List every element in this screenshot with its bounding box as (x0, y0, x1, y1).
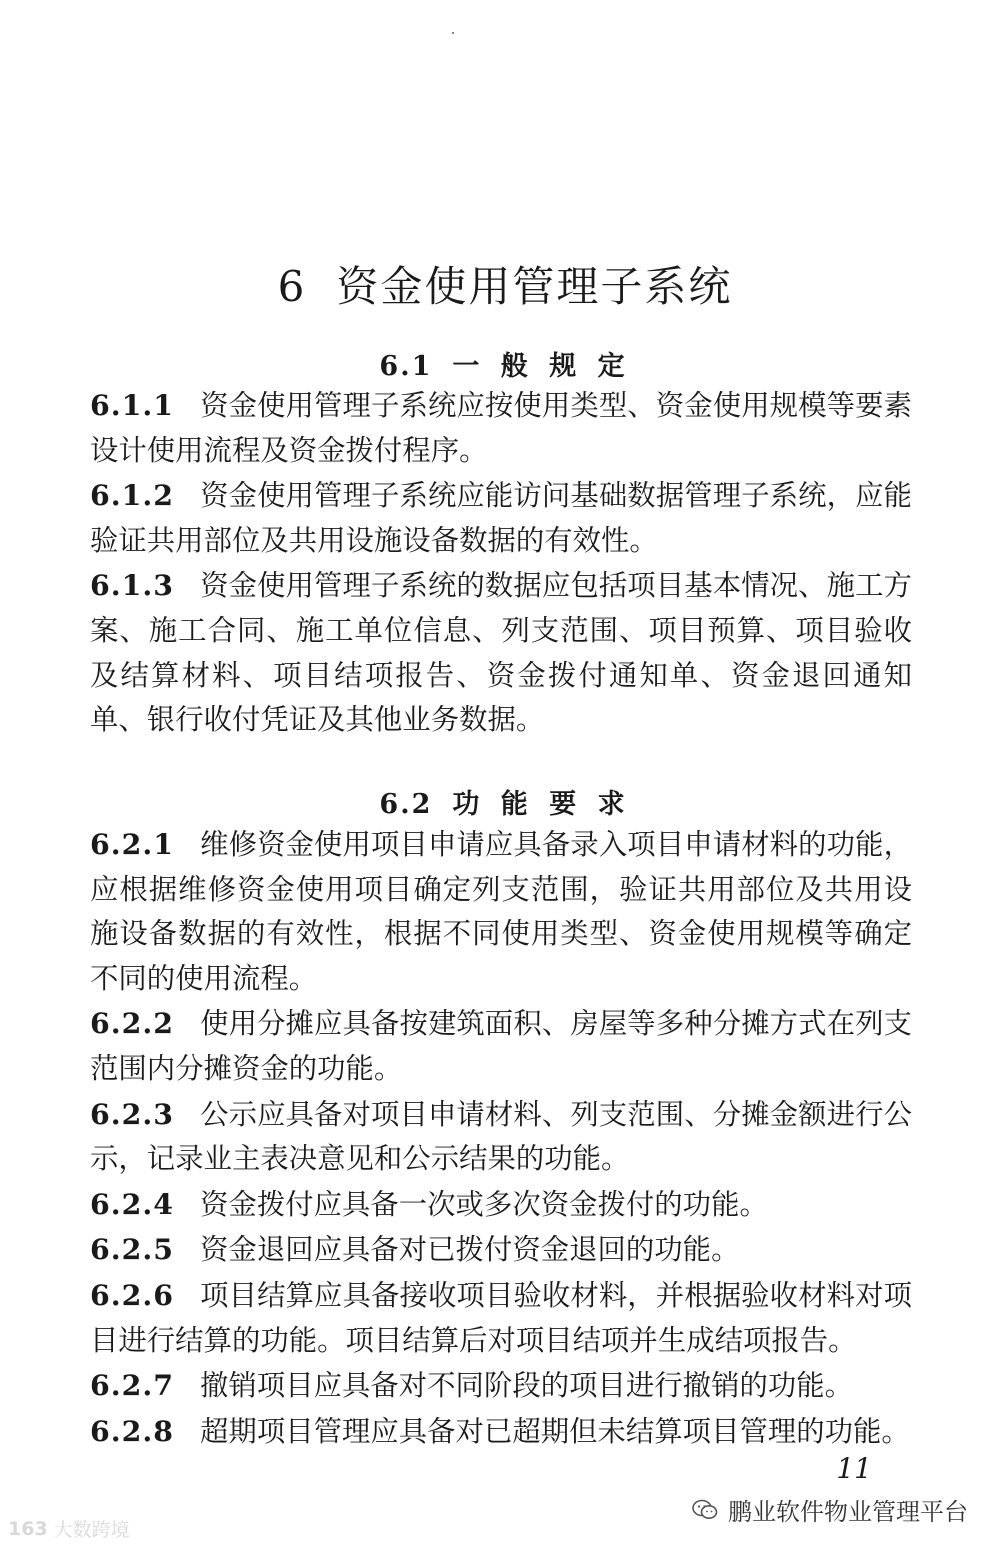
clause-6-1-3 (90, 563, 912, 742)
clause-number: 6.2.8 (90, 1413, 175, 1448)
clause-number: 6.1.3 (90, 568, 175, 603)
section-6-2-clauses (90, 822, 912, 1454)
clause-number: 6.2.5 (90, 1232, 175, 1267)
watermark-logo: 163 (8, 1517, 48, 1540)
chapter-title (0, 254, 998, 314)
clause-text: 项目结算应具备接收项目验收材料，并根据验收材料对项目进行结算的功能。项目结算后对项目结项并生成结项报告。 (90, 1278, 912, 1357)
clause-number: 6.1.2 (90, 478, 175, 513)
clause-text: 资金使用管理子系统的数据应包括项目基本情况、施工方案、施工合同、施工单位信息、列支范围、项目预算、项目验收及结算材料、项目结项报告、资金拨付通知单、资金退回通知单、银行收付凭证及其他业务数据。 (90, 569, 912, 737)
clause-text: 资金使用管理子系统应能访问基础数据管理子系统，应能验证共用部位及共用设施设备数据的有效性。 (90, 479, 912, 557)
clause-6-1-1 (90, 383, 912, 473)
scan-speck (452, 32, 454, 34)
section-title-6-1 (0, 344, 998, 383)
section-number: 6.2 (379, 789, 433, 821)
section-title-text: 功 能 要 求 (452, 789, 631, 821)
clause-6-2-5 (90, 1227, 912, 1273)
section-title-text: 一 般 规 定 (452, 351, 631, 383)
watermark-text: 鹏业软件物业管理平台 (728, 1498, 968, 1526)
section-6-1-clauses (90, 383, 912, 743)
clause-6-2-2 (90, 1001, 912, 1091)
clause-text: 资金拨付应具备一次或多次资金拨付的功能。 (200, 1187, 768, 1221)
chapter-title-text: 资金使用管理子系统 (336, 262, 733, 312)
clause-6-2-7 (90, 1363, 912, 1409)
clause-6-2-8 (90, 1409, 912, 1455)
clause-number: 6.2.2 (90, 1006, 175, 1041)
clause-text: 资金使用管理子系统应按使用类型、资金使用规模等要素设计使用流程及资金拨付程序。 (90, 389, 912, 467)
clause-number: 6.2.7 (90, 1368, 175, 1403)
clause-number: 6.2.4 (90, 1186, 175, 1221)
clause-number: 6.2.3 (90, 1096, 175, 1131)
clause-6-2-6 (90, 1273, 912, 1363)
clause-number: 6.2.6 (90, 1277, 175, 1312)
page-number: 11 (836, 1452, 872, 1485)
clause-number: 6.1.1 (90, 388, 175, 422)
wechat-icon (692, 1499, 718, 1521)
watermark-corner (8, 1515, 130, 1542)
clause-text: 超期项目管理应具备对已超期但未结算项目管理的功能。 (200, 1414, 910, 1448)
chapter-number: 6 (277, 262, 307, 312)
watermark-wechat (692, 1492, 968, 1527)
section-number: 6.1 (379, 351, 433, 383)
clause-text: 维修资金使用项目申请应具备录入项目申请材料的功能，应根据维修资金使用项目确定列支范围，验证共用部位及共用设施设备数据的有效性，根据不同使用类型、资金使用规模等确定不同的使用流程。 (90, 828, 912, 995)
clause-text: 公示应具备对项目申请材料、列支范围、分摊金额进行公示，记录业主表决意见和公示结果的功能。 (90, 1097, 912, 1176)
clause-6-2-3 (90, 1092, 912, 1182)
clause-6-2-1 (90, 822, 912, 1001)
watermark-corner-text: 大数跨境 (53, 1519, 130, 1541)
clause-text: 资金退回应具备对已拨付资金退回的功能。 (200, 1233, 740, 1267)
section-title-6-2 (0, 782, 998, 821)
clause-text: 撤销项目应具备对不同阶段的项目进行撤销的功能。 (200, 1369, 854, 1403)
clause-number: 6.2.1 (90, 827, 175, 861)
clause-text: 使用分摊应具备按建筑面积、房屋等多种分摊方式在列支范围内分摊资金的功能。 (90, 1007, 912, 1085)
clause-6-1-2 (90, 473, 912, 563)
clause-6-2-4 (90, 1182, 912, 1228)
